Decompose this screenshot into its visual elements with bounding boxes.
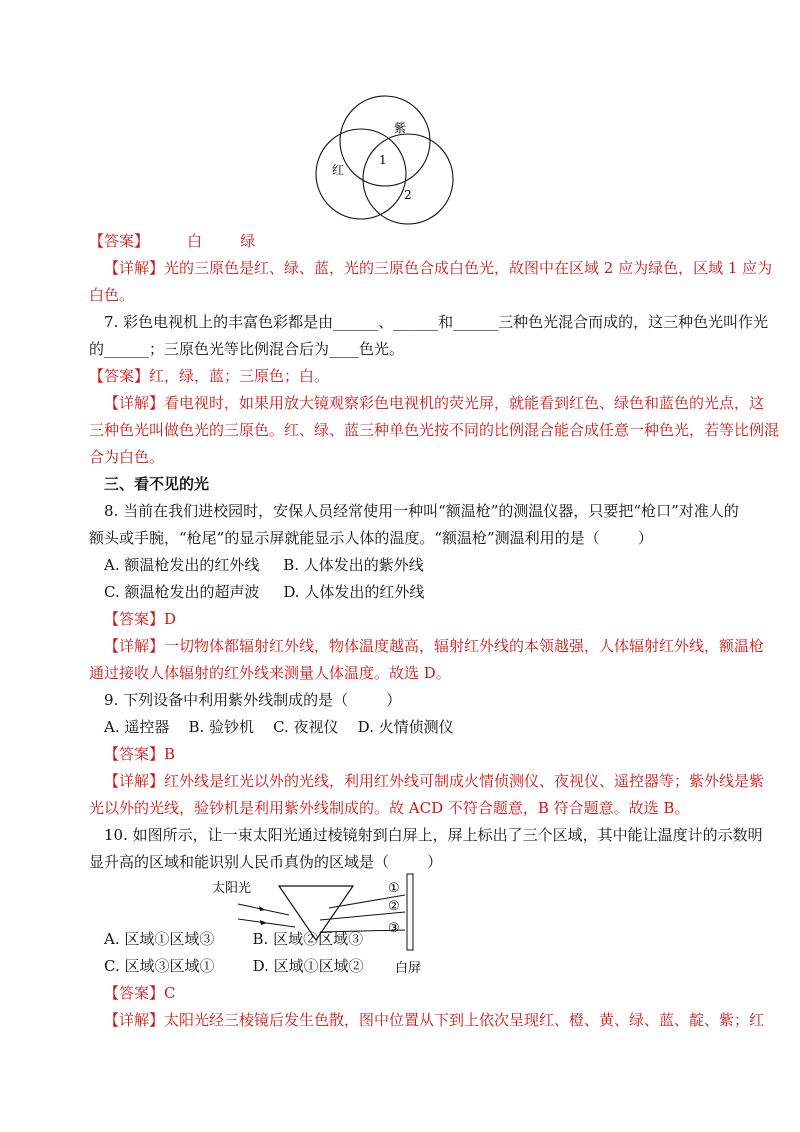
q9-explanation-line1: 【详解】红外线是红光以外的光线，利用红外线可制成火情侦测仪、夜视仪、遥控器等；紫外线是紫 [104, 772, 765, 790]
circle-red [316, 129, 406, 219]
arrowhead [259, 906, 265, 911]
q7-answer: 【答案】红，绿，蓝；三原色；白。 [89, 367, 330, 385]
venn-label-region2: 2 [404, 188, 412, 202]
circle-green [363, 134, 453, 224]
q10-stem-line1: 10. 如图所示，让一束太阳光通过棱镜射到白屏上，屏上标出了三个区域，其中能让温度计的示数明 [104, 826, 763, 844]
q7-explanation-line1: 【详解】看电视时，如果用放大镜观察彩色电视机的荧光屏，就能看到红色、绿色和蓝色的光点，这 [104, 394, 765, 412]
q9-answer: 【答案】B [104, 745, 176, 763]
q8-options-line1: A. 额温枪发出的红外线 B. 人体发出的紫外线 [104, 556, 424, 574]
circle-purple [340, 96, 430, 186]
region-label-1: ① [388, 881, 400, 896]
q9-explanation-line2: 光以外的光线，验钞机是利用紫外线制成的。故 ACD 不符合题意，B 符合题意。故选 B。 [89, 799, 690, 817]
q8-answer: 【答案】D [104, 610, 177, 628]
q7-stem-line1: 7. 彩色电视机上的丰富色彩都是由______、______和______三种色光混合而成的，这三种色光叫作光 [104, 313, 769, 331]
q10-answer: 【答案】C [104, 984, 176, 1002]
screen-label: 白屏 [395, 961, 422, 976]
q6-explanation-line1: 【详解】光的三原色是红、绿、蓝，光的三原色合成白色光，故图中在区域 2 应为绿色，区域 1 应为 [104, 259, 773, 277]
q6-answer: 【答案】 白 绿 [89, 232, 256, 250]
venn-label-purple: 紫 [394, 121, 407, 135]
q10-options-line2: C. 区域③区域① D. 区域①区域② [104, 957, 364, 975]
q7-stem-line2: 的______；三原色光等比例混合后为____色光。 [89, 340, 405, 358]
q10-options-line1: A. 区域①区域③ B. 区域②区域③ [104, 930, 364, 948]
q8-explanation-line2: 通过接收人体辐射的红外线来测量人体温度。故选 D。 [89, 664, 451, 682]
q8-stem-line2: 额头或手腕，“枪尾”的显示屏就能显示人体的温度。“额温枪”测温利用的是（ ） [89, 529, 653, 547]
section-title: 三、看不见的光 [104, 475, 210, 493]
q10-stem-line2: 显升高的区域和能识别人民币真伪的区域是（ ） [89, 853, 443, 871]
q7-explanation-line3: 合为白色。 [89, 448, 165, 466]
q8-options-line2: C. 额温枪发出的超声波 D. 人体发出的红外线 [104, 583, 425, 601]
region-label-3: ③ [388, 921, 400, 936]
region-label-2: ② [388, 899, 400, 914]
q9-options: A. 遥控器 B. 验钞机 C. 夜视仪 D. 火情侦测仪 [104, 718, 454, 736]
venn-label-red: 红 [332, 163, 345, 177]
q9-stem: 9. 下列设备中利用紫外线制成的是（ ） [104, 691, 402, 709]
white-screen [407, 874, 413, 950]
q6-explanation-line2: 白色。 [89, 286, 135, 304]
q8-stem-line1: 8. 当前在我们进校园时，安保人员经常使用一种叫“额温枪”的测温仪器，只要把“枪口”对准人的 [104, 502, 739, 520]
q7-explanation-line2: 三种色光叫做色光的三原色。红、绿、蓝三种单色光按不同的比例混合能合成任意一种色光，若等比例混 [89, 421, 780, 439]
sunlight-label: 太阳光 [212, 881, 252, 896]
venn-diagram [300, 90, 460, 230]
q10-explanation-line1: 【详解】太阳光经三棱镜后发生色散，图中位置从下到上依次呈现红、橙、黄、绿、蓝、靛、紫；红 [104, 1011, 765, 1029]
q8-explanation-line1: 【详解】一切物体都辐射红外线，物体温度越高，辐射红外线的本领越强，人体辐射红外线，额温枪 [104, 637, 765, 655]
venn-label-region1: 1 [379, 153, 387, 167]
